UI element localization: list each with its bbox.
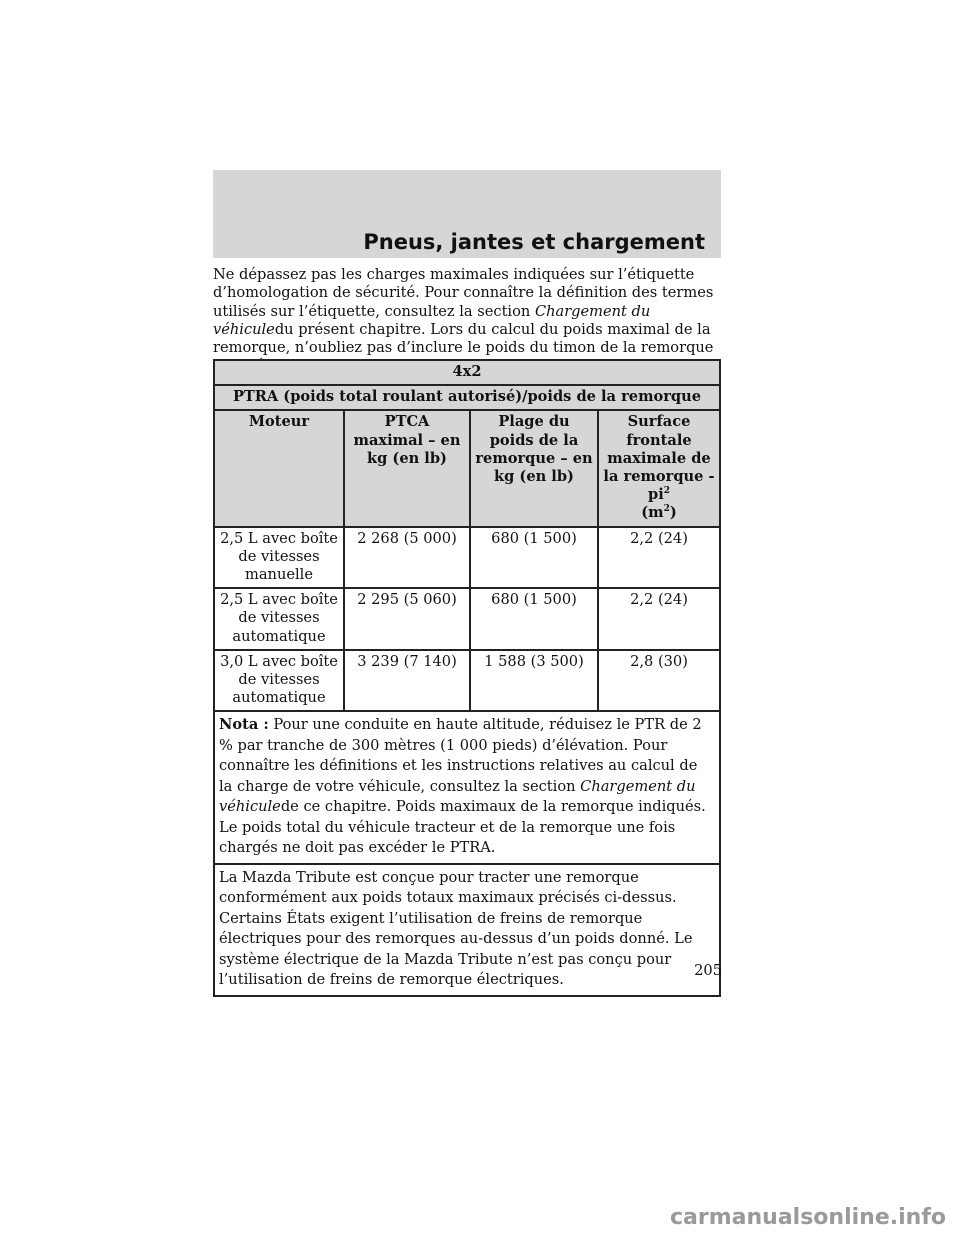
cell-frontal-area: 2,2 (24) [598,527,720,589]
header-gcwr: PTCA maximal – en kg (en lb) [344,410,470,526]
table-header-row [214,410,720,526]
table-title: 4x2 [214,360,720,385]
cell-engine: 2,5 L avec boîte de vitesses manuelle [214,527,344,589]
section-header [213,170,721,258]
cell-gcwr: 3 239 (7 140) [344,650,470,712]
table-footer-row [214,864,720,996]
towing-table [213,359,721,997]
table-row [214,650,720,712]
header-area-unit-close: ) [669,504,677,522]
cell-engine: 2,5 L avec boîte de vitesses automatique [214,588,344,650]
note-section-reference: Chargement du véhicule [219,777,696,816]
intro-text-start: Ne dépassez pas les charges maximales indiquées sur l’étiquette d’homologation de sécurité. Pour connaître la définition des termes utilisés sur l’étiquette, consultez la section [213,266,714,320]
header-area-superscript: 2 [663,486,670,497]
note-text-end: de ce chapitre. Poids maximaux de la remorque indiqués. Le poids total du véhicule tracteur et de la remorque une fois chargés ne doit pas excéder le PTRA. [219,798,706,857]
cell-trailer-range: 680 (1 500) [470,588,598,650]
table-subtitle: PTRA (poids total roulant autorisé)/poids de la remorque [214,385,720,410]
table-row [214,588,720,650]
table-row [214,527,720,589]
header-engine: Moteur [214,410,344,526]
table-note [214,711,720,864]
cell-engine: 3,0 L avec boîte de vitesses automatique [214,650,344,712]
header-area-unit-superscript: 2 [663,504,670,515]
cell-trailer-range: 680 (1 500) [470,527,598,589]
table-footer-note: La Mazda Tribute est conçue pour tracter une remorque conformément aux poids totaux maximaux précisés ci-dessus. Certains États exigent l’utilisation de freins de remorque électriques pour des remorques au-dessus d’un poids donné. Le système électrique de la Mazda Tribute n’est pas conçu pour l’utilisation de freins de remorque électriques. [214,864,720,996]
header-area-unit-open: (m [641,504,664,522]
cell-trailer-range: 1 588 (3 500) [470,650,598,712]
cell-frontal-area: 2,8 (30) [598,650,720,712]
cell-frontal-area: 2,2 (24) [598,588,720,650]
intro-section-reference: Chargement du véhicule [213,302,651,338]
header-frontal-area [598,410,720,526]
cell-gcwr: 2 295 (5 060) [344,588,470,650]
table-note-row [214,711,720,864]
section-title: Pneus, jantes et chargement [363,230,705,254]
note-label: Nota : [219,716,269,734]
page-number: 205 [694,962,722,979]
watermark: carmanualsonline.info [670,1205,946,1230]
header-trailer-range: Plage du poids de la remorque – en kg (en lb) [470,410,598,526]
intro-text-end: du présent chapitre. Lors du calcul du poids maximal de la remorque, n’oubliez pas d’inclure le poids du timon de la remorque [213,320,714,357]
cell-gcwr: 2 268 (5 000) [344,527,470,589]
header-frontal-area-label: Surface frontale maximale de la remorque - pi [603,413,715,504]
note-text-start: Pour une conduite en haute altitude, réduisez le PTR de 2 % par tranche de 300 mètres (1 000 pieds) d’élévation. Pour connaître les définitions et les instructions relatives au calcul de la charge de votre véhicule, consultez la section [219,716,702,795]
